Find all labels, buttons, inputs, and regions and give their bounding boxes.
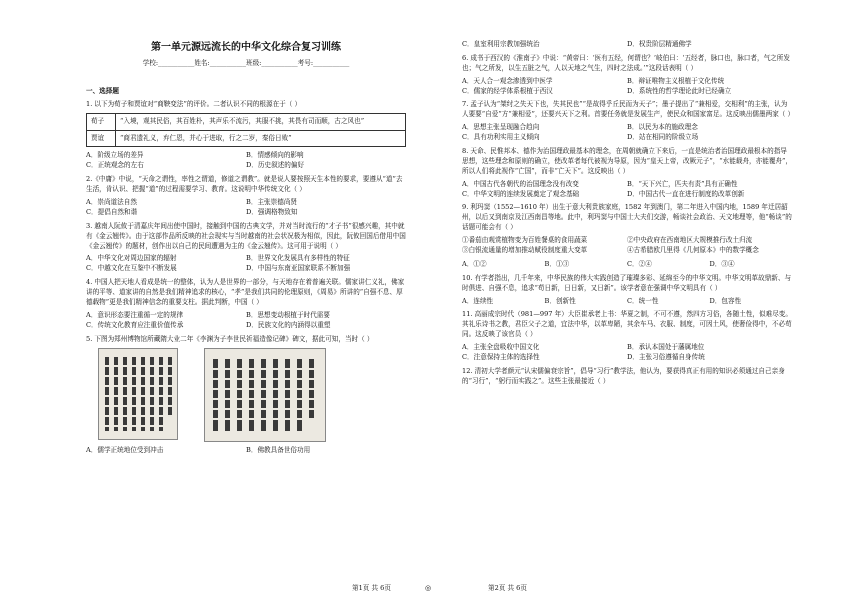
question-4-options [86,311,406,331]
right-column [462,38,795,390]
option-c[interactable]: C．中越文化在互鉴中不断发展 [86,264,177,273]
option-b[interactable]: B．以民为本的施政理念 [627,123,698,132]
option-d[interactable]: D．包容性 [709,296,742,305]
option-c[interactable]: C．注意保持主体的选择性 [462,353,540,362]
table-cell-quote: “商君遗礼义，弃仁恩，并心于进取，行之二岁，秦俗日败” [116,130,406,147]
option-b[interactable]: B．佛教具备世俗功用 [246,445,311,454]
question-5-options-continued [462,40,792,50]
question-1-options [86,151,406,171]
option-a[interactable]: A．主张全盘吸收中国文化 [462,343,540,352]
stele-images [98,348,406,442]
question-10-options [462,297,792,307]
option-c[interactable]: C．皇室利用宗教加强统治 [462,40,540,48]
option-b[interactable]: B．主张崇德尚贤 [246,198,298,207]
table-cell-name: 贾谊 [87,130,116,147]
question-3-options [86,254,406,274]
stele-text-columns [99,349,177,439]
table-cell-name: 荀子 [87,113,116,130]
option-c[interactable]: C．具有功利实用主义倾向 [462,133,540,142]
binding-mark-icon: ◎ [425,584,432,592]
question-5-stem: 5. 下图为郑州博物馆所藏隋大业二年《李渊为子李世民祈福造像记碑》碑文，据此可知，当时（ ） [86,334,374,343]
section-heading: 一、选择题 [86,86,119,95]
question-10-stem: 10. 有学者指出，几千年来，中华民族的伟大实践创造了璀璨多彩、延绵至今的中华文明。中华文明革故鼎新、与时俱进、自强不息，追求“苟日新，日日新，又日新”。该学者意在强调中华文明具有（ ） [462,273,792,292]
question-1-table [86,113,406,148]
student-info-line: 学校:___________姓名:___________班级:___________考号:___________ [142,59,350,67]
question-9-items [462,236,792,256]
option-b[interactable]: B．情感倾向的影响 [246,151,304,160]
option-d[interactable]: D．历史叙述的偏好 [246,161,305,170]
question-1-stem: 1. 以下为荀子和贾谊对“商鞅变法”的评价。二者认识不同的根源在于（ ） [86,99,302,108]
page-number-left: 第1页 共 6页 [352,584,391,592]
stele-text-columns [205,349,325,441]
option-a[interactable]: A．儒学正统地位受到冲击 [86,445,164,454]
option-d[interactable]: D．系统性的哲学理论此时已经确立 [627,86,732,95]
option-a[interactable]: A．意识形态要注重循一定的规律 [86,310,184,319]
question-8-options [462,180,792,200]
question-11-stem: 11. 高丽成宗时代（981—997 年）大臣崔承老上书：华夏之制，不可不遵，然四方习俗，各随土性，似难尽变。其礼乐诗书之教，君臣父子之道，宜法中华，以革卑陋，其余车马、衣服、制度，可因土风，使奢俭得中，不必苟同。这反映了该官员（ ） [462,310,792,339]
option-b[interactable]: B．承认本国处于藩属地位 [627,343,705,352]
question-9-options [462,260,792,270]
question-7-stem: 7. 孟子认为“桀纣之失天下也，失其民也”“是故得乎丘民而为天子”；墨子提出了“兼相爱，交相利”的主张，认为人要要“自爱”方“兼相爱”，还要兴天下之利。首要任务就是发展生产，使民众和国家富足。这反映出儒墨两家（ ） [462,100,795,119]
question-9-stem: 9. 利玛窦（1552—1610 年）出生于意大利贵族家庭，1582 年到澳门，第二年进入中国内地，1589 年迁居韶州，以后又到南京及江西南昌等地。此中，利玛窦与中国士大夫们交游，畅谈社会政治、天文地理等，他“畅谈”的话题可能会有（ ） [462,203,792,232]
statement-item: ③白银流通量的增加推动赋役制度重大变革 [462,246,588,255]
option-d[interactable]: D．民族文化的内涵得以重塑 [246,320,331,329]
table-row [87,113,406,130]
question-2-options [86,198,406,218]
option-b[interactable]: B．①③ [544,259,570,268]
page-title: 第一单元源远流长的中华文化综合复习训练 [151,42,341,53]
question-8-stem: 8. 天命、民惟邦本、德作为治国理政最基本的理念，在周朝就确立下来后，一直是统治者治国理政最根本的指导思想，这些理念和原则的确立，使改革者每代被视为导原，因为“皇天上帝，改厥元子”，“水能载舟，亦能覆舟”，所以人们将此视作“亡国”，而非“亡天下”。这反映出（ ） [462,147,792,175]
option-a[interactable]: A．①② [462,259,487,268]
option-a[interactable]: A．连续性 [462,296,494,305]
table-row [87,130,406,147]
statement-item: ②中央政府在西南地区大规模推行改土归流 [627,236,753,245]
question-4-stem: 4. 中国人把天地人看成是统一的整体，认为人是世界的一部分，与天地存在着普遍关联。儒家讲仁义礼，佛家讲的平等、道家讲的自然是我们精神追求的核心，“孝”是我们共同的伦理原则，《周易》所讲的“自强不息、厚德载物”更是我们精神信念的重要支柱。据此判断，中国（ ） [86,278,405,307]
option-a[interactable]: A．中华文化对周边国家的辐射 [86,254,177,263]
question-6-stem: 6. 成书于西汉的《淮南子》中说：“黄帝曰：‘医有五经，何谓也？’岐伯曰：‘五经者，脉口也，脉口者，气之所发也；气之所发，以生五脏之气，人以天地之气生，四时之法成。’”这段话表明（ ） [462,53,790,72]
statement-item: ①番茄由观赏植物变为百姓餐桌的食用蔬菜 [462,236,588,245]
option-d[interactable]: D．中国古代一直在进行制度的改革创新 [627,189,745,198]
question-5-options [86,446,406,456]
stele-rubbing-image [98,348,178,440]
option-c[interactable]: C．提倡自然和谐 [86,207,138,216]
left-column [86,0,406,459]
question-2-stem: 2.《中庸》中说，“天命之谓性，率性之谓道，修道之谓教”。就是说人要按照天生本性的要求，要遵从“道”去生活，肯认识、把握“道”的过程需要学习、教育。这说明中华传统文化（ ） [86,175,403,194]
option-b[interactable]: B．辩证唯物主义根植于文化传统 [627,76,725,85]
option-c[interactable]: C．传统文化教育应注重价值传承 [86,320,184,329]
option-c[interactable]: C．②④ [627,259,652,268]
option-c[interactable]: C．统一性 [627,296,659,305]
option-a[interactable]: A．中国古代各朝代的治国理念没有改变 [462,179,579,188]
question-3-stem: 3. 越南人阮攸于清嘉庆年间出使中国时，接触到中国的古典文学，并对当时流行的“才子书”很感兴趣，其中就有《金云翘传》。由于这部作品所反映的社会现实与当时越南的社会状况极为相似，因此，阮攸回国后借用中国《金云翘传》的题材，创作出以自己的民间遭遇为主的《金云翘传》。这可用于说明（ ） [86,221,406,250]
option-a[interactable]: A．阶级立场的差异 [86,151,144,160]
table-cell-quote: “入境，观其民俗，其百姓朴，其声乐不流污，其服不挑，其畏有司而顺，古之风也” [116,113,406,130]
option-a[interactable]: A．崇尚道法自然 [86,198,137,207]
option-d[interactable]: D．强调格物致知 [246,207,298,216]
option-d[interactable]: D．站在相同的阶级立场 [627,133,699,142]
option-d[interactable]: D．中国与东南亚国家联系不断加强 [246,264,351,273]
question-11-options [462,343,792,363]
option-d[interactable]: D．③④ [709,259,735,268]
page-number-right: 第2页 共 6页 [488,584,527,592]
option-a[interactable]: A．天人合一观念渗透到中医学 [462,76,553,85]
option-c[interactable]: C．儒家的经学体系根植于西汉 [462,86,553,95]
question-12-stem: 12. 清初大学者颜元“认宋儒偏衰宗旨”，倡导“习行”教学法，他认为，要获得真正有用的知识必须通过自己亲身的“习行”，“躬行而实践之”。这些主张最接近（ ） [462,366,785,385]
option-c[interactable]: C．正统观念的左右 [86,161,144,170]
option-c[interactable]: C．中华文明的连续发展奠定了观念基础 [462,189,580,198]
option-a[interactable]: A．思想主张呈现融合趋向 [462,123,540,132]
question-7-options [462,123,792,143]
option-d[interactable]: D．权贵阶层精通佛学 [627,40,692,48]
question-6-options [462,77,792,97]
stele-rubbing-image-2 [204,348,326,442]
option-b[interactable]: B．思想变动根植于时代需要 [246,310,330,319]
option-b[interactable]: B．“天下兴亡，匹夫有责”具有正确性 [627,179,738,188]
statement-item: ④古希腊欧几里得《几何原本》中的数学概念 [627,246,759,255]
option-b[interactable]: B．创新性 [544,296,576,305]
option-b[interactable]: B．世界文化发展具有多样性的特征 [246,254,350,263]
option-d[interactable]: D．主张习俗遵循自身传统 [627,353,705,362]
